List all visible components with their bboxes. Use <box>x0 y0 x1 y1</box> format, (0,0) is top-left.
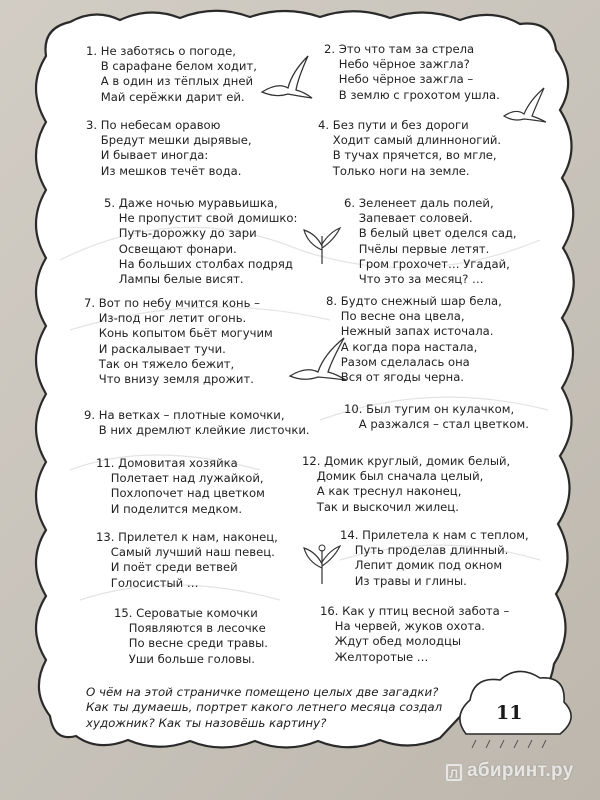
riddle-text: Вот по небу мчится конь – <box>98 296 260 310</box>
riddle-line <box>326 340 502 355</box>
riddle-line <box>344 211 517 226</box>
riddle-text: Из мешков течёт вода. <box>100 163 242 178</box>
riddle-text: Пчёлы первые летят. <box>358 241 490 256</box>
riddle-line <box>84 311 273 326</box>
riddle-line <box>302 484 510 499</box>
riddle-text: В сарафане белом ходит, <box>100 59 257 74</box>
riddle-text: Что внизу земля дрожит. <box>98 372 254 387</box>
question-line: Как ты думаешь, портрет какого летнего месяца создал <box>86 700 443 715</box>
riddle-line <box>86 74 257 89</box>
riddle-line <box>318 118 501 133</box>
riddle-line <box>326 370 502 385</box>
riddle-text: Конь копытом бьёт могучим <box>98 326 273 341</box>
riddle-line <box>96 471 265 486</box>
watermark <box>446 760 574 782</box>
riddle-line <box>318 148 501 163</box>
riddle-line <box>84 296 273 311</box>
riddle-text: А разжался – стал цветком. <box>358 417 529 432</box>
riddle-line <box>96 576 278 591</box>
riddle-text: По небесам оравою <box>100 118 221 132</box>
riddle-3 <box>86 118 252 179</box>
riddle-line <box>86 44 257 59</box>
riddle-text: Вся от ягоды черна. <box>340 370 464 385</box>
riddle-line <box>340 574 529 589</box>
riddle-number: 15. <box>114 606 133 620</box>
riddle-number: 9. <box>84 408 96 422</box>
riddle-line <box>86 133 252 148</box>
riddle-text: И поделится медком. <box>110 501 243 516</box>
riddle-line <box>96 530 278 545</box>
riddle-number: 6. <box>344 196 356 210</box>
riddle-text: Небо чёрное зажгла – <box>338 72 474 87</box>
riddle-number: 12. <box>302 454 321 468</box>
riddle-text: Сероватые комочки <box>136 606 258 620</box>
riddle-text: Уши больше головы. <box>128 651 255 666</box>
riddle-text: Будто снежный шар бела, <box>340 294 502 308</box>
riddle-text: На ветках – плотные комочки, <box>98 408 285 422</box>
riddle-text: Лепит домик под окном <box>354 558 503 573</box>
riddle-line <box>326 355 502 370</box>
riddle-text: На больших столбах подряд <box>118 256 293 271</box>
riddle-line <box>114 652 268 667</box>
riddle-text: Домик был сначала целый, <box>316 469 484 484</box>
riddle-line <box>340 558 529 573</box>
riddle-text: По весне она цвела, <box>340 309 465 324</box>
riddle-text: Так и выскочил жилец. <box>316 499 459 514</box>
riddle-text: Как у птиц весной забота – <box>342 604 510 618</box>
riddle-text: И бывает иногда: <box>100 148 209 163</box>
riddle-line <box>344 242 517 257</box>
bird-icon <box>502 86 550 124</box>
riddle-text: Что это за месяц? … <box>358 272 484 287</box>
riddle-text: Из травы и глины. <box>354 573 467 588</box>
riddle-text: Полетает над лужайкой, <box>110 471 264 486</box>
riddle-text: В белый цвет оделся сад, <box>358 226 517 241</box>
riddle-line <box>344 417 529 432</box>
riddle-6 <box>344 196 517 287</box>
riddle-line <box>114 636 268 651</box>
riddle-line <box>96 560 278 575</box>
riddle-text: Самый лучший наш певец. <box>110 545 275 560</box>
riddle-line <box>104 196 297 211</box>
riddle-number: 11. <box>96 456 115 470</box>
riddle-8 <box>326 294 502 385</box>
plant-sprout-icon <box>300 538 344 586</box>
riddle-line <box>326 324 502 339</box>
bird-icon <box>258 52 318 102</box>
riddle-text: Нежный запах источала. <box>340 324 494 339</box>
riddle-text: Желторотые … <box>334 649 429 664</box>
question-line: О чём на этой страничке помещено целых две загадки? <box>86 685 439 699</box>
riddle-number: 10. <box>344 402 363 416</box>
riddle-line <box>96 486 265 501</box>
riddle-line <box>340 543 529 558</box>
riddle-text: Был тугим он кулачком, <box>366 402 515 416</box>
riddle-5 <box>104 196 297 287</box>
riddle-line <box>104 257 297 272</box>
riddle-text: Так он тяжело бежит, <box>98 356 235 371</box>
riddle-13 <box>96 530 278 591</box>
riddle-line <box>324 72 500 87</box>
riddle-line <box>344 226 517 241</box>
riddle-line <box>324 57 500 72</box>
riddle-line <box>344 272 517 287</box>
riddle-text: Из-под ног летит огонь. <box>98 311 247 326</box>
riddle-line <box>302 469 510 484</box>
riddle-text: Разом сделалась она <box>340 354 470 369</box>
riddle-line <box>344 402 529 417</box>
riddle-text: Путь-дорожку до зари <box>118 226 257 241</box>
riddle-number: 14. <box>340 528 359 542</box>
rain-lines-icon <box>472 740 546 748</box>
riddle-line <box>84 357 273 372</box>
riddle-line <box>104 211 297 226</box>
riddle-text: Ходит самый длинноногий. <box>332 133 502 148</box>
riddle-text: Освещают фонари. <box>118 241 237 256</box>
riddle-line <box>86 164 252 179</box>
riddle-line <box>324 88 500 103</box>
riddle-text: Без пути и без дороги <box>332 118 469 132</box>
riddle-text: Это что там за стрела <box>338 42 475 56</box>
riddle-number: 3. <box>86 118 98 132</box>
riddle-10 <box>344 402 529 432</box>
riddle-text: А в один из тёплых дней <box>100 74 254 89</box>
riddle-line <box>326 294 502 309</box>
riddle-text: Лампы белые висят. <box>118 272 244 287</box>
riddle-11 <box>96 456 265 517</box>
riddle-number: 8. <box>326 294 338 308</box>
riddle-line <box>86 148 252 163</box>
question-line: художник? Как ты назовёшь картину? <box>86 715 327 730</box>
riddle-line <box>104 226 297 241</box>
riddle-text: Даже ночью муравьишка, <box>118 196 278 210</box>
riddle-text: В землю с грохотом ушла. <box>338 87 500 102</box>
riddle-number: 2. <box>324 42 336 56</box>
riddle-number: 7. <box>84 296 96 310</box>
riddle-text: Зеленеет даль полей, <box>358 196 494 210</box>
riddle-4 <box>318 118 501 179</box>
riddle-line <box>86 118 252 133</box>
riddle-line <box>96 456 265 471</box>
riddle-line <box>86 59 257 74</box>
closing-question <box>86 685 446 731</box>
riddle-line <box>320 650 509 665</box>
riddle-text: Небо чёрное зажгла? <box>338 57 470 72</box>
riddle-14 <box>340 528 529 589</box>
riddle-line <box>340 528 529 543</box>
riddle-15 <box>114 606 268 667</box>
riddle-text: Путь проделав длинный. <box>354 543 509 558</box>
riddle-text: Запевает соловей. <box>358 211 473 226</box>
riddle-number: 4. <box>318 118 330 132</box>
riddle-text: И поёт среди ветвей <box>110 560 238 575</box>
riddle-number: 1. <box>86 44 98 58</box>
riddle-text: Только ноги на земле. <box>332 163 470 178</box>
riddle-line <box>344 257 517 272</box>
riddle-line <box>320 604 509 619</box>
riddle-text: В тучах прячется, во мгле, <box>332 148 497 163</box>
riddle-line <box>84 408 310 423</box>
riddle-line <box>86 90 257 105</box>
riddle-text: Ждут обед молодцы <box>334 634 462 649</box>
riddle-line <box>114 606 268 621</box>
watermark-text: абиринт.ру <box>467 760 574 781</box>
riddle-text: А как треснул наконец, <box>316 484 462 499</box>
page-number: 11 <box>496 702 523 724</box>
riddle-text: Похлопочет над цветком <box>110 486 265 501</box>
riddle-text: Май серёжки дарит ей. <box>100 89 245 104</box>
riddle-line <box>114 621 268 636</box>
riddle-text: По весне среди травы. <box>128 636 268 651</box>
watermark-logo-icon: Л <box>446 764 462 781</box>
riddle-12 <box>302 454 510 515</box>
riddle-line <box>318 164 501 179</box>
riddle-line <box>344 196 517 211</box>
riddle-text: Домик круглый, домик белый, <box>324 454 511 468</box>
riddle-line <box>324 42 500 57</box>
riddle-text: Гром грохочет… Угадай, <box>358 256 510 271</box>
riddle-line <box>104 272 297 287</box>
riddle-9 <box>84 408 310 438</box>
riddle-line <box>84 372 273 387</box>
riddle-number: 16. <box>320 604 339 618</box>
riddle-text: Не пропустит свой домишко: <box>118 211 298 226</box>
riddle-line <box>96 545 278 560</box>
riddle-text: Появляются в лесочке <box>128 621 266 636</box>
riddle-text: Голосистый … <box>110 575 199 590</box>
riddle-text: А когда пора настала, <box>340 339 478 354</box>
riddle-line <box>302 454 510 469</box>
riddle-7 <box>84 296 273 387</box>
riddle-line <box>104 242 297 257</box>
riddle-text: На червей, жуков охота. <box>334 619 485 634</box>
riddle-text: И раскалывает тучи. <box>98 341 226 356</box>
riddle-number: 5. <box>104 196 116 210</box>
riddle-line <box>318 133 501 148</box>
riddle-line <box>96 502 265 517</box>
riddle-text: Бредут мешки дырявые, <box>100 133 252 148</box>
riddle-2 <box>324 42 500 103</box>
riddle-line <box>320 634 509 649</box>
riddle-1 <box>86 44 257 105</box>
riddle-line <box>84 342 273 357</box>
riddle-line <box>302 500 510 515</box>
riddle-line <box>326 309 502 324</box>
riddle-number: 13. <box>96 530 115 544</box>
riddle-text: Не заботясь о погоде, <box>100 44 236 58</box>
plant-sprout-icon <box>300 222 344 266</box>
riddle-16 <box>320 604 509 665</box>
riddle-line <box>84 326 273 341</box>
riddle-text: Домовитая хозяйка <box>118 456 238 470</box>
riddle-line <box>320 619 509 634</box>
riddle-text: В них дремлют клейкие листочки. <box>98 423 310 438</box>
riddle-line <box>84 423 310 438</box>
riddle-text: Прилетел к нам, наконец, <box>118 530 278 544</box>
riddle-text: Прилетела к нам с теплом, <box>362 528 529 542</box>
